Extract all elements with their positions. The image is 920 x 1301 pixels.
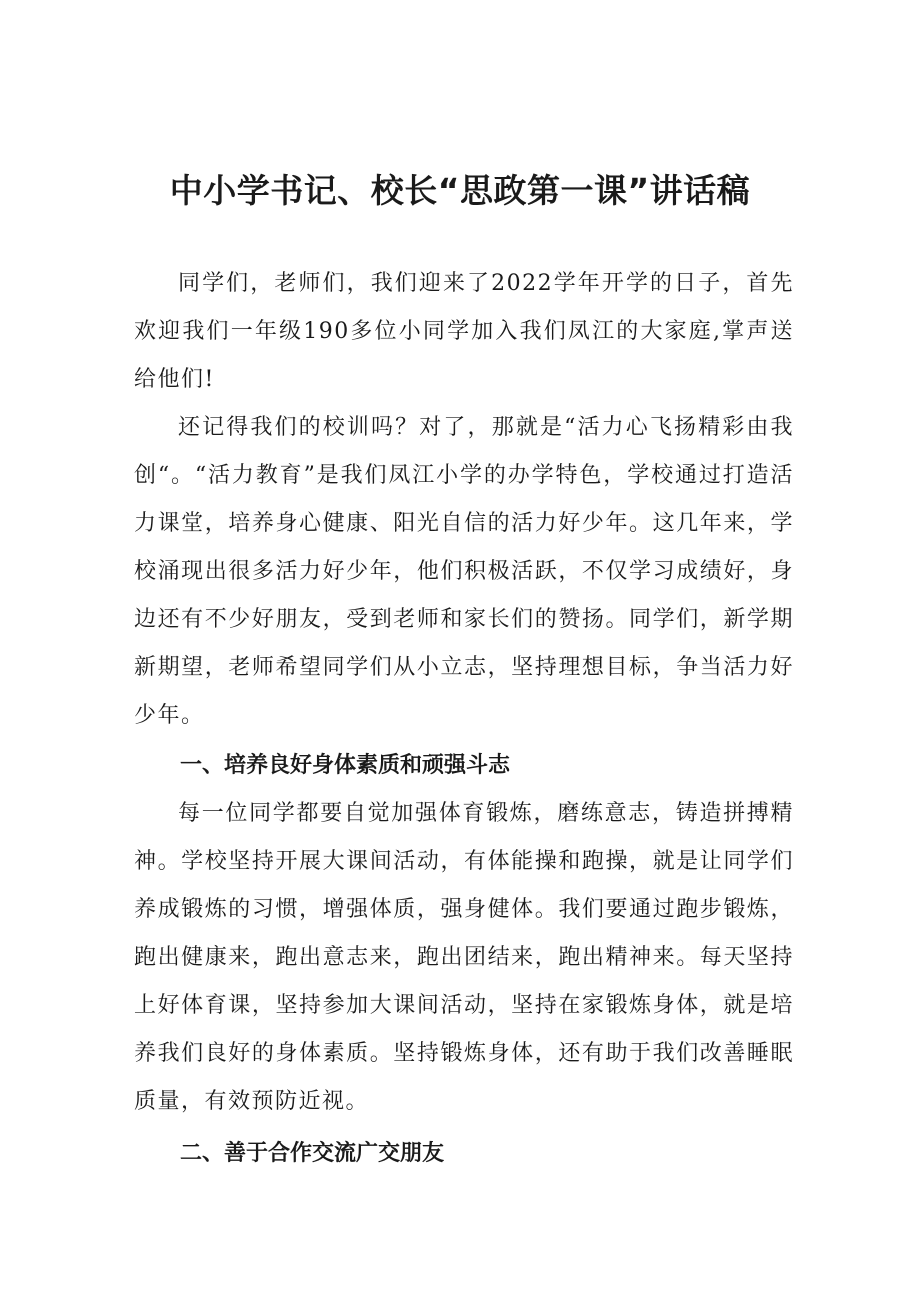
section-heading-2: 二、善于合作交流广交朋友 (180, 1141, 445, 1166)
paragraph-section-1: 每一位同学都要自觉加强体育锻炼，磨练意志，铸造拼搏精神。学校坚持开展大课间活动，有体能操和跑操，就是让同学们养成锻炼的习惯，增强体质，强身健体。我们要通过跑步锻炼，跑出健康来，跑出意志来，跑出团结来，跑出精神来。每天坚持上好体育课，坚持参加大课间活动，坚持在家锻炼身体，就是培养我们良好的身体素质。坚持锻炼身体，还有助于我们改善睡眠质量，有效预防近视。 (134, 801, 794, 1114)
paragraph-motto: 还记得我们的校训吗？对了，那就是“活力心飞扬精彩由我创“。“活力教育”是我们凤江小学的办学特色，学校通过打造活力课堂，培养身心健康、阳光自信的活力好少年。这几年来，学校涌现出很多活力好少年，他们积极活跃，不仅学习成绩好，身边还有不少好朋友，受到老师和家长们的赞扬。同学们，新学期新期望，老师希望同学们从小立志，坚持理想目标，争当活力好少年。 (134, 415, 794, 728)
section-heading-1: 一、培养良好身体素质和顽强斗志 (180, 753, 511, 778)
document-body (134, 260, 794, 1178)
document-title: 中小学书记、校长“思政第一课”讲话稿 (169, 171, 751, 210)
paragraph-intro: 同学们，老师们，我们迎来了2022学年开学的日子，首先欢迎我们一年级190多位小同学加入我们凤江的大家庭,掌声送给他们! (134, 271, 794, 392)
